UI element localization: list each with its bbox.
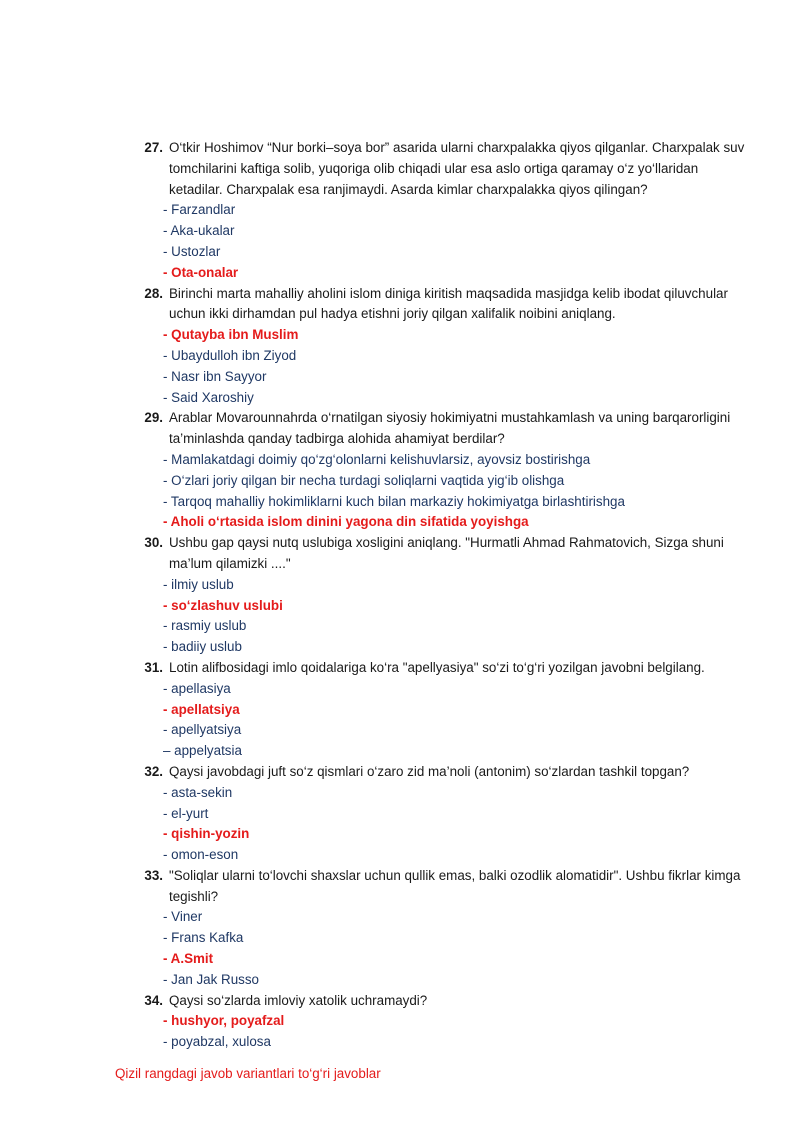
- question-32: [130, 762, 750, 866]
- question-row: [130, 533, 750, 575]
- answer-option: - poyabzal, xulosa: [163, 1034, 271, 1050]
- question-33: [130, 866, 750, 991]
- question-number: 34.: [144, 992, 163, 1008]
- question-row: [130, 866, 750, 908]
- answer-option: - Nasr ibn Sayyor: [163, 368, 267, 384]
- question-text: Arablar Movarounnahrda o‘rnatilgan siyosiy hokimiyatni mustahkamlash va uning barqarorligini ta’minlashda qanday tadbirga alohida ahamiyat berdilar?: [169, 410, 731, 447]
- question-text: Qaysi so‘zlarda imloviy xatolik uchramaydi?: [169, 992, 428, 1008]
- question-row: [130, 284, 750, 326]
- question-text: O‘tkir Hoshimov “Nur borki–soya bor” asarida ularni charxpalakka qiyos qilganlar. Charxpalak suv tomchilarini kaftiga solib, yuqoriga olib chiqadi ular esa aslo ortiga qaramay o‘z yo‘llaridan ketadilar. Charxpalak esa ranjimaydi. Asarda kimlar charxpalakka qiyos qilingan?: [169, 140, 745, 197]
- answer-option: - Mamlakatdagi doimiy qo‘zg‘olonlarni kelishuvlarsiz, ayovsiz bostirishga: [163, 451, 591, 467]
- answer-option-correct: - A.Smit: [163, 951, 214, 967]
- question-number: 28.: [144, 285, 163, 301]
- question-number: 27.: [144, 140, 163, 155]
- question-list: [130, 138, 750, 1053]
- answer-list: [130, 907, 750, 990]
- answer-option-correct: - hushyor, poyafzal: [163, 1013, 285, 1029]
- question-row: [130, 658, 750, 679]
- question-31: [130, 658, 750, 762]
- answer-option-correct: - so‘zlashuv uslubi: [163, 597, 283, 613]
- question-29: [130, 408, 750, 533]
- answer-option: – appelyatsia: [163, 743, 242, 759]
- question-row: [130, 408, 750, 450]
- answer-option: - badiiy uslub: [163, 639, 242, 655]
- question-28: [130, 284, 750, 409]
- answer-option: - O‘zlari joriy qilgan bir necha turdagi soliqlarni vaqtida yig‘ib olishga: [163, 472, 565, 488]
- answer-list: [130, 200, 750, 283]
- answer-list: [130, 679, 750, 762]
- answer-list: [130, 1011, 750, 1053]
- answer-option: - Aka-ukalar: [163, 223, 235, 239]
- answer-option: - el-yurt: [163, 805, 209, 821]
- answer-option: - rasmiy uslub: [163, 618, 247, 634]
- question-number: 30.: [144, 535, 163, 551]
- question-number: 31.: [144, 659, 163, 675]
- answer-option: - Farzandlar: [163, 202, 236, 218]
- answer-option: - apellyatsiya: [163, 722, 242, 738]
- question-27: [130, 138, 750, 284]
- answer-option: - Tarqoq mahalliy hokimliklarni kuch bilan markaziy hokimiyatga birlashtirishga: [163, 493, 625, 509]
- question-number: 32.: [144, 763, 163, 779]
- question-34: [130, 991, 750, 1053]
- answer-option-correct: - Aholi o‘rtasida islom dinini yagona din sifatida yoyishga: [163, 514, 529, 530]
- answer-option: - Viner: [163, 909, 203, 925]
- answer-option-correct: - qishin-yozin: [163, 826, 250, 842]
- answer-option: - asta-sekin: [163, 784, 233, 800]
- question-30: [130, 533, 750, 658]
- answer-list: [130, 575, 750, 658]
- answer-option-correct: - Ota-onalar: [163, 264, 239, 280]
- answer-option: - ilmiy uslub: [163, 576, 234, 592]
- question-text: Ushbu gap qaysi nutq uslubiga xosligini aniqlang. "Hurmatli Ahmad Rahmatovich, Sizga shuni ma’lum qilamizki ....": [169, 535, 724, 571]
- question-row: [130, 138, 750, 200]
- question-row: [130, 991, 750, 1012]
- answer-option: - Ubaydulloh ibn Ziyod: [163, 347, 297, 363]
- question-number: 33.: [144, 867, 163, 883]
- answer-list: [130, 783, 750, 866]
- answer-option: - apellasiya: [163, 680, 231, 696]
- question-text: Birinchi marta mahalliy aholini islom diniga kiritish maqsadida masjidga kelib ibodat qiluvchular uchun ikki dirhamdan pul hadya etishni joriy qilgan xalifalik noibini aniqlang.: [169, 285, 728, 322]
- question-text: "Soliqlar ularni to‘lovchi shaxslar uchun qullik emas, balki ozodlik alomatidir". Ushbu fikrlar kimga tegishli?: [169, 867, 741, 904]
- question-text: Lotin alifbosidagi imlo qoidalariga ko‘ra "apellyasiya" so‘zi to‘g‘ri yozilgan javobni belgilang.: [169, 659, 705, 675]
- footer-note: Qizil rangdagi javob variantlari to‘g‘ri javoblar: [115, 1066, 381, 1081]
- answer-option: - Said Xaroshiy: [163, 389, 254, 405]
- answer-option-correct: - apellatsiya: [163, 701, 240, 717]
- answer-option-correct: - Qutayba ibn Muslim: [163, 327, 299, 343]
- question-row: [130, 762, 750, 783]
- answer-list: [130, 325, 750, 408]
- answer-option: - Ustozlar: [163, 243, 221, 259]
- question-number: 29.: [144, 410, 163, 426]
- answer-option: - Frans Kafka: [163, 930, 244, 946]
- answer-list: [130, 450, 750, 533]
- answer-option: - omon-eson: [163, 847, 239, 863]
- question-text: Qaysi javobdagi juft so‘z qismlari o‘zaro zid ma’noli (antonim) so‘zlardan tashkil topgan?: [169, 763, 690, 779]
- answer-option: - Jan Jak Russo: [163, 971, 260, 987]
